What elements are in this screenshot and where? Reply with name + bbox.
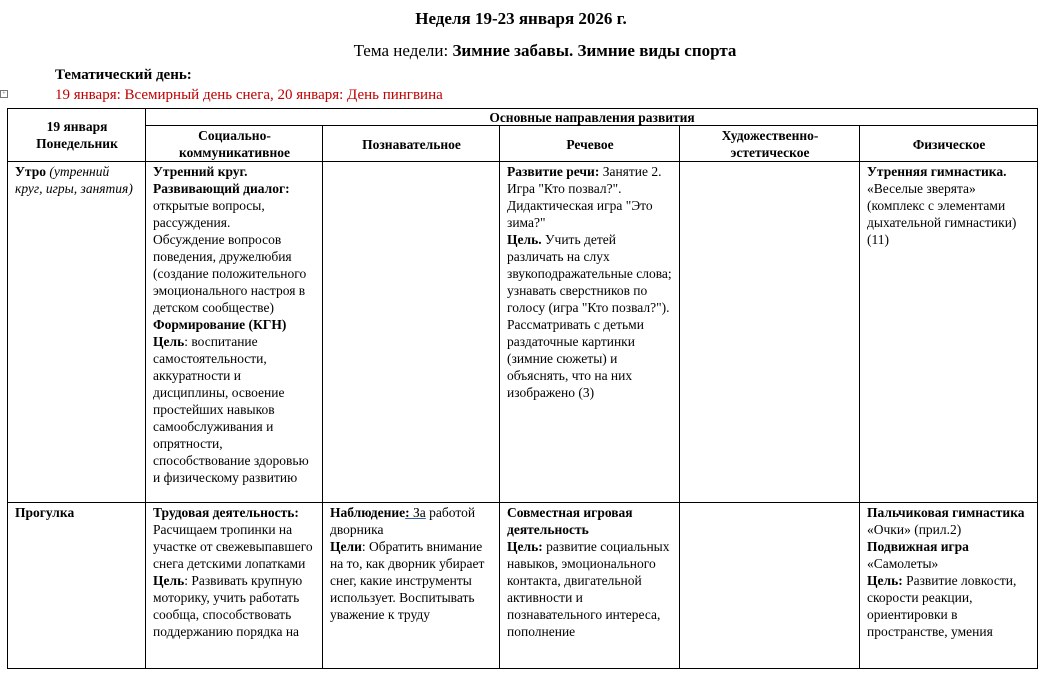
morning-social-goal-text: : воспитание самостоятельности, аккуратности и дисциплины, освоение простейших навыков самообслуживания и опрятности, способствование здоровью и физическому развитию (153, 334, 309, 485)
table-move-handle-icon[interactable]: + (0, 90, 8, 98)
thematic-day-text: 19 января: Всемирный день снега, 20 января: День пингвина (55, 87, 443, 103)
week-topic (0, 41, 1042, 61)
cell-walk-art (680, 503, 860, 669)
morning-social-circle: Утренний круг. (153, 164, 248, 179)
walk-social-goal-label: Цель (153, 573, 185, 588)
walk-physical-game-name: «Самолеты» (867, 556, 939, 571)
column-header-cognitive: Познавательное (323, 126, 500, 162)
column-header-row (8, 126, 1038, 162)
table-row-walk (8, 503, 1038, 669)
walk-cognitive-title: Наблюдение (330, 505, 406, 520)
column-header-physical: Физическое (860, 126, 1038, 162)
walk-cognitive-za: За (409, 505, 426, 520)
cell-morning-cognitive (323, 162, 500, 503)
morning-social-kgn: Формирование (КГН) (153, 317, 287, 332)
row-note-morning: (утренний круг, игры, занятия) (15, 164, 133, 196)
plan-table (7, 108, 1038, 669)
walk-physical-goal-label: Цель: (867, 573, 903, 588)
cell-morning-speech (500, 162, 680, 503)
walk-cognitive-goal-text: : Обратить внимание на то, как дворник убирает снег, какие инструменты использует. Воспитывать уважение к труду (330, 539, 485, 622)
morning-social-dialog: Развивающий диалог: (153, 181, 290, 196)
cell-walk-speech (500, 503, 680, 669)
column-header-speech: Речевое (500, 126, 680, 162)
date-weekday: Понедельник (36, 136, 118, 151)
morning-social-goal-label: Цель (153, 334, 185, 349)
walk-cognitive-object: работой дворника (330, 505, 476, 537)
cell-morning-social (146, 162, 323, 503)
week-title: Неделя 19-23 января 2026 г. (415, 9, 627, 28)
morning-speech-goal-label: Цель. (507, 232, 542, 247)
main-directions-header: Основные направления развития (146, 109, 1038, 126)
walk-physical-finger-title: Пальчиковая гимнастика (867, 505, 1025, 520)
date-day: 19 января (46, 119, 108, 134)
table-row-morning (8, 162, 1038, 503)
walk-physical-finger-text: «Очки» (прил.2) (867, 522, 962, 537)
cell-morning-art (680, 162, 860, 503)
morning-speech-goal-text: Учить детей различать на слух звукоподражательные слова; узнавать сверстников по голосу (игра "Кто позвал?"). Рассматривать с детьми раздаточные картинки (зимние сюжеты) и объяснять, что на них изображено (3) (507, 232, 672, 400)
week-topic-prefix: Тема недели: (353, 41, 453, 60)
cell-walk-cognitive (323, 503, 500, 669)
table-header-row (8, 109, 1038, 126)
morning-social-discussion: Обсуждение вопросов поведения, дружелюбия (создание положительного эмоционального настроя в детском сообществе) (153, 232, 307, 315)
walk-speech-goal-text: развитие социальных навыков, эмоционального контакта, двигательной активности и познавательного интереса, пополнение (507, 539, 670, 639)
morning-speech-title: Развитие речи: (507, 164, 600, 179)
walk-social-goal-text: : Развивать крупную моторику, учить работать сообща, способствовать поддержанию порядка на (153, 573, 303, 639)
walk-physical-goal-text: Развитие ловкости, скорости реакции, ориентировки в пространстве, умения (867, 573, 1017, 639)
row-label-walk: Прогулка (15, 505, 75, 520)
walk-social-text: Расчищаем тропинки на участке от свежевыпавшего снега детскими лопатками (153, 522, 313, 571)
morning-physical-text: «Веселые зверята» (комплекс с элементами дыхательной гимнастики) (11) (867, 181, 1017, 247)
walk-physical-game-title: Подвижная игра (867, 539, 969, 554)
week-topic-text: Зимние забавы. Зимние виды спорта (452, 41, 737, 60)
walk-social-title: Трудовая деятельность: (153, 505, 299, 520)
morning-speech-activity: Занятие 2. Игра "Кто позвал?". Дидактическая игра "Это зима?" (507, 164, 662, 230)
morning-physical-title: Утренняя гимнастика. (867, 164, 1007, 179)
thematic-day-label: Тематический день: (55, 67, 192, 83)
date-cell (8, 109, 146, 162)
walk-speech-title: Совместная игровая деятельность (507, 505, 633, 537)
walk-cognitive-colon: : (405, 505, 410, 520)
cell-morning-physical (860, 162, 1038, 503)
cell-walk-physical (860, 503, 1038, 669)
row-label-morning: Утро (15, 164, 46, 179)
walk-speech-goal-label: Цель: (507, 539, 543, 554)
row-head-walk (8, 503, 146, 669)
cell-walk-social (146, 503, 323, 669)
column-header-art: Художественно-эстетическое (680, 126, 860, 162)
column-header-social: Социально-коммуникативное (146, 126, 323, 162)
walk-cognitive-goal-label: Цели (330, 539, 362, 554)
morning-social-dialog-text: открытые вопросы, рассуждения. (153, 198, 265, 230)
row-head-morning (8, 162, 146, 503)
